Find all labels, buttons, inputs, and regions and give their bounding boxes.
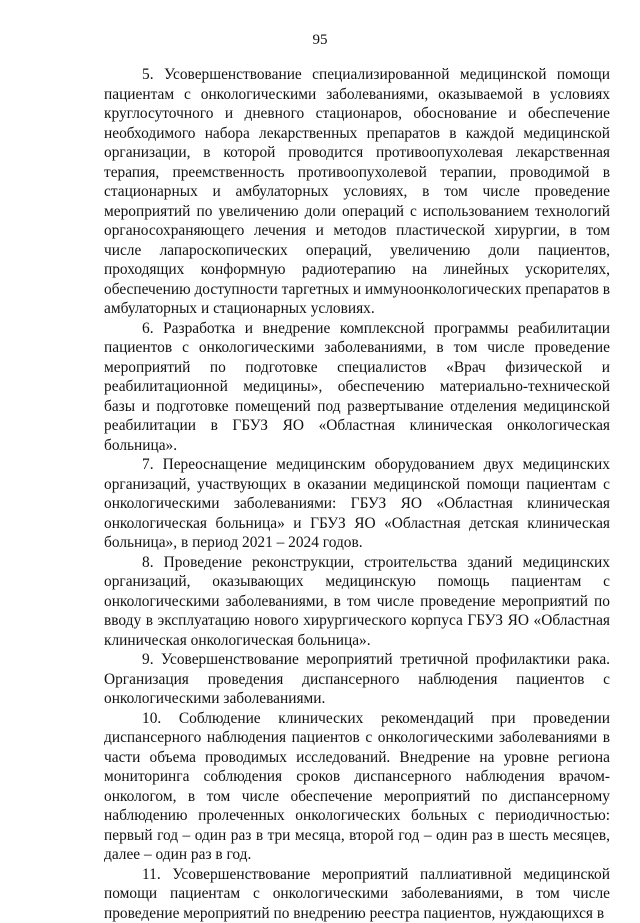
paragraph-7: 7. Переоснащение медицинским оборудованием двух медицинских организаций, участвующих в оказании медицинской помощи пациентам с онкологическими заболеваниями: ГБУЗ ЯО «Областная клиническая онкологическая больница» и ГБУЗ ЯО «Областная детская клиническая больница», в период 2021 – 2024 годов. <box>104 455 610 553</box>
paragraph-8: 8. Проведение реконструкции, строительства зданий медицинских организаций, оказывающих медицинскую помощь пациентам с онкологическими заболеваниями, в том числе проведение мероприятий по вводу в эксплуатацию нового хирургического корпуса ГБУЗ ЯО «Областная клиническая онкологическая больница». <box>104 553 610 651</box>
paragraph-6: 6. Разработка и внедрение комплексной программы реабилитации пациентов с онкологическими заболеваниями, в том числе проведение мероприятий по подготовке специалистов «Врач физической и реабилитационной медицины», обеспечению материально-технической базы и подготовке помещений под развертывание отделения медицинской реабилитации в ГБУЗ ЯО «Областная клиническая онкологическая больница». <box>104 319 610 456</box>
document-body <box>104 65 610 923</box>
paragraph-10: 10. Соблюдение клинических рекомендаций при проведении диспансерного наблюдения пациентов с онкологическими заболеваниями в части объема проводимых исследований. Внедрение на уровне региона мониторинга соблюдения сроков диспансерного наблюдения врачом-онкологом, в том числе обеспечение мероприятий по диспансерному наблюдению пролеченных онкологических больных с периодичностью: первый год – один раз в три месяца, второй год – один раз в шесть месяцев, далее – один раз в год. <box>104 709 610 865</box>
page-number: 95 <box>0 31 640 49</box>
paragraph-5: 5. Усовершенствование специализированной медицинской помощи пациентам с онкологическими заболеваниями, оказываемой в условиях круглосуточного и дневного стационаров, обоснование и обеспечение необходимого набора лекарственных препаратов в каждой медицинской организации, в которой проводится противоопухолевая лекарственная терапия, преемственность противоопухолевой терапии, проводимой в стационарных и амбулаторных условиях, в том числе проведение мероприятий по увеличению доли операций с использованием технологий органосохраняющего лечения и методов пластической хирургии, в том числе лапароскопических операций, увеличению доли пациентов, проходящих конформную радиотерапию на линейных ускорителях, обеспечению доступности таргетных и иммуноонкологических препаратов в амбулаторных и стационарных условиях. <box>104 65 610 319</box>
paragraph-11: 11. Усовершенствование мероприятий паллиативной медицинской помощи пациентам с онкологическими заболеваниями, в том числе проведение мероприятий по внедрению реестра пациентов, нуждающихся в <box>104 865 610 923</box>
paragraph-9: 9. Усовершенствование мероприятий третичной профилактики рака. Организация проведения диспансерного наблюдения пациентов с онкологическими заболеваниями. <box>104 650 610 709</box>
